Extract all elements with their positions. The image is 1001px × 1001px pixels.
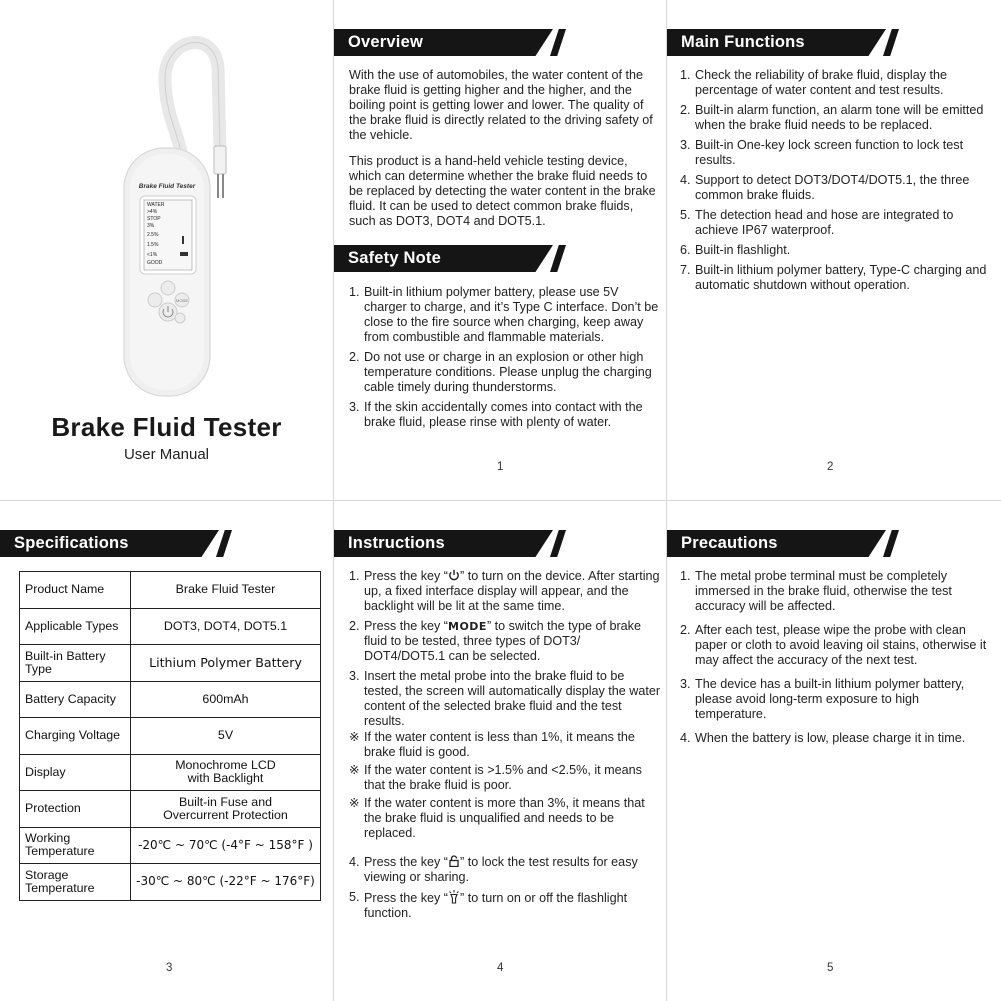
instructions-list <box>349 569 661 734</box>
screen-readout-line: 1.5% <box>147 242 159 248</box>
precautions-heading: Precautions <box>667 530 897 557</box>
specifications-table <box>19 571 321 901</box>
list-item: 5. Press the key “ ” to turn on or off the flashlight function. <box>349 890 628 920</box>
list-item: 4. Press the key “ ” to lock the test results for easy viewing or sharing. <box>349 855 638 884</box>
screen-readout-line: WATER <box>147 202 165 208</box>
mode-key-label: MODE <box>176 298 188 303</box>
water-content-notes <box>349 730 661 844</box>
main-functions-list <box>680 68 992 298</box>
overview-panel <box>334 0 667 500</box>
precautions-list <box>680 569 992 751</box>
list-item: 1. Press the key “ ” to turn on the device. After starting up, a fixed interface display will appear, and the backlight will be lit at the same time. <box>349 569 660 613</box>
overview-text <box>349 68 659 240</box>
page-number: 5 <box>827 962 834 974</box>
list-item: 6. Built-in flashlight. <box>680 243 791 257</box>
page-number: 4 <box>497 962 504 974</box>
table-row: Protection Built-in Fuse and Overcurrent Protection <box>20 791 321 828</box>
list-item: 1. The metal probe terminal must be completely immersed in the brake fluid, otherwise the test accuracy will be affected. <box>680 569 952 613</box>
list-item: 5. The detection head and hose are integrated to achieve IP67 waterproof. <box>680 208 954 237</box>
main-functions-heading: Main Functions <box>667 29 897 56</box>
note-item: ※ If the water content is >1.5% and <2.5%, it means that the brake fluid is poor. <box>349 763 642 792</box>
main-functions-panel <box>667 0 1000 500</box>
precautions-panel <box>667 501 1000 1001</box>
table-row: Applicable Types DOT3, DOT4, DOT5.1 <box>20 608 321 645</box>
list-item: 7. Built-in lithium polymer battery, Type-C charging and automatic shutdown without operation. <box>680 263 987 292</box>
page-number: 1 <box>497 461 504 473</box>
overview-paragraph: With the use of automobiles, the water content of the brake fluid is getting higher and the higher, and the boiling point is getting lower and lower. The quality of the brake fluid is directly related to the driving safety of the vehicle. <box>349 68 653 142</box>
cover-panel <box>0 0 333 500</box>
list-item: 4. Support to detect DOT3/DOT4/DOT5.1, the three common brake fluids. <box>680 173 970 202</box>
instructions-panel <box>334 501 667 1001</box>
list-item: 3. The device has a built-in lithium polymer battery, please avoid long-term exposure to high temperature. <box>680 677 965 721</box>
list-item: 3. Built-in One-key lock screen function to lock test results. <box>680 138 964 167</box>
screen-readout-line: 2.5% <box>147 232 159 238</box>
power-icon <box>448 569 460 581</box>
overview-heading: Overview <box>334 29 564 56</box>
page-number: 2 <box>827 461 834 473</box>
device-illustration <box>110 28 230 398</box>
table-row: Storage Temperature -30℃ ~ 80℃ (-22°F ~ 176°F) <box>20 864 321 901</box>
list-item: 1. Check the reliability of brake fluid, display the percentage of water content and test results. <box>680 68 948 97</box>
list-item: 2. Press the key “MODE” to switch the type of brake fluid to be tested, three types of DOT3/ DOT4/DOT5.1 can be selected. <box>349 619 641 663</box>
device-label: Brake Fluid Tester <box>138 183 196 190</box>
list-item: 2. Do not use or charge in an explosion or other high temperature conditions. Please unplug the charging cable timely during thunderstorms. <box>349 350 652 394</box>
table-row: Working Temperature -20℃ ~ 70℃ (-4°F ~ 158°F ) <box>20 827 321 864</box>
table-row: Built-in Battery Type Lithium Polymer Battery <box>20 645 321 682</box>
screen-readout-line: <1% <box>147 252 158 258</box>
instructions-list-continued <box>349 855 661 926</box>
list-item: 1. Built-in lithium polymer battery, please use 5V charger to charge, and it’s Type C interface. Don’t be close to the fire source when charging, keep away from combustible and flammable materials. <box>349 285 659 344</box>
manual-subtitle: User Manual <box>123 446 210 463</box>
screen-readout-line: STOP <box>147 216 161 222</box>
manual-title: Brake Fluid Tester <box>51 412 282 442</box>
list-item: 3. If the skin accidentally comes into contact with the brake fluid, please rinse with plenty of water. <box>349 400 643 429</box>
screen-readout-line: >4% <box>147 209 158 215</box>
specifications-heading: Specifications <box>0 530 230 557</box>
screen-readout-line: 3% <box>147 223 155 229</box>
table-row: Product Name Brake Fluid Tester <box>20 572 321 609</box>
safety-heading: Safety Note <box>334 245 564 272</box>
lock-icon <box>448 855 460 867</box>
list-item: 4. When the battery is low, please charge it in time. <box>680 731 966 745</box>
list-item: 2. After each test, please wipe the probe with clean paper or cloth to avoid leaving oil stains, otherwise it may affect the accuracy of the next test. <box>680 623 987 667</box>
note-item: ※ If the water content is less than 1%, it means the brake fluid is good. <box>349 730 635 759</box>
screen-readout-line: GOOD <box>147 260 163 266</box>
overview-paragraph: This product is a hand-held vehicle testing device, which can determine whether the brake fluid needs to be replaced by detecting the water content in the brake fluid. It can be used to detect common brake fluids, such as DOT3, DOT4 and DOT5.1. <box>349 154 656 228</box>
mode-key: MODE <box>448 620 487 633</box>
list-item: 3. Insert the metal probe into the brake fluid to be tested, the screen will automatically display the water content of the selected brake fluid and the test results. <box>349 669 661 728</box>
safety-list <box>349 285 661 435</box>
flashlight-icon <box>448 890 460 904</box>
instructions-heading: Instructions <box>334 530 564 557</box>
table-row: Charging Voltage 5V <box>20 718 321 755</box>
list-item: 2. Built-in alarm function, an alarm tone will be emitted when the brake fluid needs to be replaced. <box>680 103 984 132</box>
note-item: ※ If the water content is more than 3%, it means that the brake fluid is unqualified and needs to be replaced. <box>349 796 645 840</box>
table-row: Battery Capacity 600mAh <box>20 681 321 718</box>
page-number: 3 <box>166 962 173 974</box>
table-row: Display Monochrome LCD with Backlight <box>20 754 321 791</box>
